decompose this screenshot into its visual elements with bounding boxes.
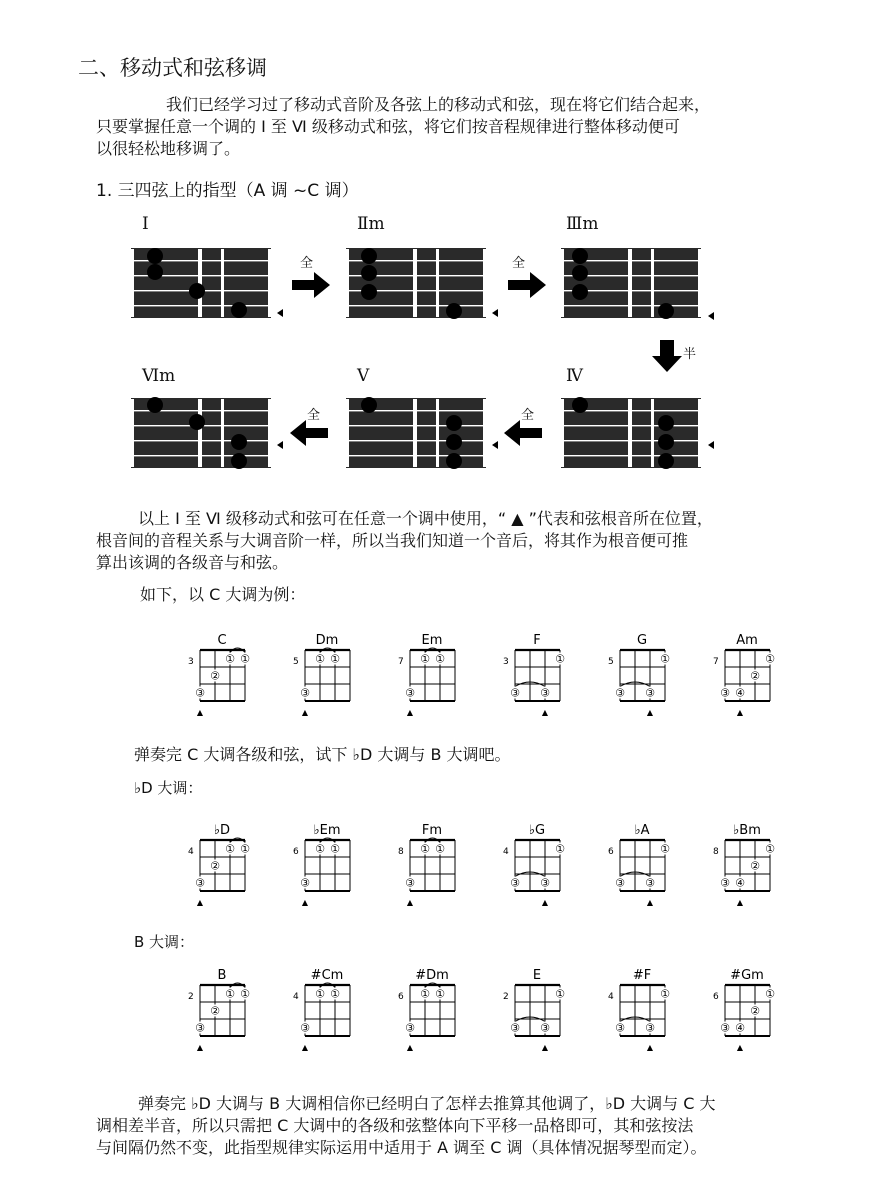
root-marker: ▲ [196, 708, 204, 717]
chord-diagram [608, 968, 671, 1052]
degree-label: Ⅰ [142, 214, 149, 234]
chord-name: G [636, 633, 648, 648]
chord-diagram [293, 823, 350, 907]
degree-diagrams-svg [0, 0, 893, 500]
chord-diagram [188, 823, 251, 907]
chord-name: ♭D [213, 823, 231, 838]
chord-diagram [608, 823, 671, 907]
finger-number: ④ [735, 686, 745, 700]
finger-number: ③ [720, 876, 730, 890]
chord-row-group [188, 633, 776, 717]
fret-number: 5 [293, 657, 299, 667]
root-marker [277, 441, 283, 449]
root-marker: ▲ [541, 898, 549, 907]
root-marker: ▲ [736, 898, 744, 907]
root-marker: ▲ [541, 1043, 549, 1052]
finger-number: ④ [735, 1021, 745, 1035]
root-marker: ▲ [196, 898, 204, 907]
fret-number: 4 [503, 847, 509, 857]
finger-dot [147, 264, 163, 280]
arrow-label: 全 [521, 408, 535, 423]
finger-number: ① [420, 842, 430, 856]
fret-number: 2 [188, 992, 194, 1002]
chord-name: #F [632, 968, 652, 983]
root-marker: ▲ [646, 708, 654, 717]
finger-number: ① [315, 652, 325, 666]
arrow-left-icon [504, 420, 542, 446]
finger-number: ③ [615, 686, 625, 700]
chord-name: E [532, 968, 542, 983]
chord-diagram [398, 633, 455, 717]
chord-diagram [503, 823, 566, 907]
fretboard-IIIm [560, 248, 714, 320]
arrow-label: 全 [307, 408, 321, 423]
finger-dot [147, 248, 163, 264]
finger-number: ① [435, 842, 445, 856]
chord-diagram [713, 633, 776, 717]
fret-number: 6 [713, 992, 719, 1002]
chord-row-group [188, 823, 776, 907]
chord-row-group [188, 968, 776, 1052]
finger-number: ③ [510, 686, 520, 700]
fret-number: 3 [188, 657, 194, 667]
finger-number: ③ [645, 686, 655, 700]
root-marker [492, 441, 498, 449]
chord-name: C [217, 633, 227, 648]
finger-number: ① [240, 842, 250, 856]
root-marker: ▲ [301, 708, 309, 717]
chord-name: #Dm [415, 968, 449, 983]
finger-number: ② [750, 859, 760, 873]
finger-number: ③ [615, 876, 625, 890]
arrow-down-icon [652, 340, 682, 372]
root-marker: ▲ [406, 1043, 414, 1052]
chord-diagram [503, 633, 566, 717]
intro-line: 以很轻松地移调了。 [96, 139, 241, 158]
root-marker: ▲ [301, 898, 309, 907]
chord-diagram [398, 823, 455, 907]
fretboard-V [345, 397, 498, 469]
finger-number: ① [765, 987, 775, 1001]
finger-number: ① [555, 652, 565, 666]
arrow-right-icon [292, 272, 330, 298]
finger-number: ③ [540, 1021, 550, 1035]
root-marker [708, 312, 714, 320]
chord-row-C [0, 620, 893, 720]
root-marker: ▲ [646, 1043, 654, 1052]
intro-line: 我们已经学习过了移动式音阶及各弦上的移动式和弦，现在将它们结合起来， [166, 95, 711, 114]
finger-number: ① [420, 652, 430, 666]
chord-name: ♭A [634, 823, 650, 838]
finger-number: ③ [300, 686, 310, 700]
finger-number: ① [330, 652, 340, 666]
fret-number: 6 [398, 992, 404, 1002]
root-marker: ▲ [646, 898, 654, 907]
explain-line: 算出该调的各级音与和弦。 [96, 553, 289, 572]
chord-diagram [713, 823, 776, 907]
root-marker: ▲ [736, 1043, 744, 1052]
degree-label: Ⅳ [566, 366, 583, 386]
try-line: 弹奏完 C 大调各级和弦，试下 ♭D 大调与 B 大调吧。 [134, 745, 511, 764]
chord-name: ♭G [528, 823, 546, 838]
finger-number: ① [225, 987, 235, 1001]
chord-name: Am [736, 633, 758, 648]
finger-number: ③ [540, 876, 550, 890]
finger-dot [189, 283, 205, 299]
fret-number: 8 [398, 847, 404, 857]
chord-row-B [0, 955, 893, 1055]
key-heading-Db: ♭D 大调： [134, 779, 203, 797]
root-marker: ▲ [406, 898, 414, 907]
finger-number: ① [765, 652, 775, 666]
chord-name: Em [421, 633, 443, 648]
finger-number: ① [435, 987, 445, 1001]
explain-line: 以上 Ⅰ 至 Ⅵ 级移动式和弦可在任意一个调中使用，“ ▲ ”代表和弦根音所在位置， [138, 509, 713, 528]
chord-row-Db [0, 810, 893, 910]
arrow-label: 半 [683, 347, 697, 362]
chord-diagram [293, 968, 350, 1052]
conclusion-line: 调相差半音，所以只需把 C 大调中的各级和弦整体向下平移一品格即可，其和弦按法 [96, 1116, 694, 1135]
fret-number: 7 [398, 657, 404, 667]
fretboard-IV [560, 397, 714, 469]
finger-number: ① [765, 842, 775, 856]
fretboard-VIm [130, 397, 283, 469]
root-marker: ▲ [736, 708, 744, 717]
fret-number: 4 [188, 847, 194, 857]
conclusion-paragraph [96, 1093, 836, 1159]
root-marker: ▲ [196, 1043, 204, 1052]
finger-number: ③ [195, 1021, 205, 1035]
finger-number: ② [750, 1004, 760, 1018]
arrow-left-icon [290, 420, 328, 446]
finger-number: ① [330, 842, 340, 856]
fret-number: 7 [713, 657, 719, 667]
finger-number: ① [225, 842, 235, 856]
chord-diagram [398, 968, 455, 1052]
finger-number: ③ [645, 876, 655, 890]
chord-diagram [608, 633, 671, 717]
fret-number: 6 [608, 847, 614, 857]
finger-number: ② [750, 669, 760, 683]
chord-diagram [503, 968, 566, 1052]
arrow-right-icon [508, 272, 546, 298]
finger-number: ② [210, 859, 220, 873]
arrow-label: 全 [512, 256, 526, 271]
fret-number: 4 [608, 992, 614, 1002]
finger-number: ③ [510, 1021, 520, 1035]
finger-number: ③ [195, 686, 205, 700]
chord-name: ♭Em [313, 823, 341, 838]
finger-number: ④ [735, 876, 745, 890]
explain-paragraph [96, 508, 836, 574]
chord-diagram [188, 633, 251, 717]
finger-number: ③ [720, 686, 730, 700]
finger-number: ③ [405, 686, 415, 700]
finger-number: ① [435, 652, 445, 666]
finger-number: ① [555, 987, 565, 1001]
subheading: 1. 三四弦上的指型（A 调 ~C 调） [96, 181, 359, 201]
finger-dot [231, 302, 247, 318]
finger-number: ③ [645, 1021, 655, 1035]
finger-number: ③ [300, 1021, 310, 1035]
chord-name: Fm [421, 823, 443, 838]
root-marker [277, 309, 283, 317]
fret-number: 4 [293, 992, 299, 1002]
finger-number: ③ [195, 876, 205, 890]
chord-diagram [713, 968, 776, 1052]
arrow-label: 全 [300, 256, 314, 271]
conclusion-line: 与间隔仍然不变，此指型规律实际运用中适用于 A 调至 C 调（具体情况据琴型而定）。 [96, 1138, 707, 1157]
degree-label: Ⅵm [142, 366, 176, 386]
finger-number: ① [240, 652, 250, 666]
finger-number: ② [210, 669, 220, 683]
chord-name: Dm [315, 633, 339, 648]
chord-name: #Gm [730, 968, 764, 983]
finger-number: ① [240, 987, 250, 1001]
explain-line: 根音间的音程关系与大调音阶一样，所以当我们知道一个音后，将其作为根音便可推 [96, 531, 689, 550]
finger-number: ① [660, 842, 670, 856]
chord-diagram [188, 968, 251, 1052]
finger-number: ③ [405, 1021, 415, 1035]
chord-name: ♭Bm [733, 823, 761, 838]
finger-number: ③ [510, 876, 520, 890]
chord-name: B [217, 968, 227, 983]
finger-number: ① [660, 987, 670, 1001]
root-marker: ▲ [541, 708, 549, 717]
finger-number: ② [210, 1004, 220, 1018]
finger-number: ① [420, 987, 430, 1001]
finger-number: ① [330, 987, 340, 1001]
fret-number: 5 [608, 657, 614, 667]
key-heading-B: B 大调： [134, 933, 195, 951]
root-marker: ▲ [406, 708, 414, 717]
example-line: 如下，以 C 大调为例： [140, 585, 306, 604]
root-marker: ▲ [301, 1043, 309, 1052]
chord-diagram [293, 633, 350, 717]
root-marker [708, 441, 714, 449]
intro-line: 只要掌握任意一个调的 Ⅰ 至 Ⅵ 级移动式和弦，将它们按音程规律进行整体移动便可 [96, 117, 680, 136]
finger-number: ① [660, 652, 670, 666]
finger-number: ③ [540, 686, 550, 700]
finger-number: ① [315, 987, 325, 1001]
root-marker [492, 309, 498, 317]
fret-number: 8 [713, 847, 719, 857]
conclusion-line: 弹奏完 ♭D 大调与 B 大调相信你已经明白了怎样去推算其他调了，♭D 大调与 C 大 [138, 1094, 716, 1113]
finger-number: ③ [300, 876, 310, 890]
section-title: 二、移动式和弦移调 [78, 56, 267, 80]
fretboard-I [130, 248, 283, 318]
fret-number: 6 [293, 847, 299, 857]
finger-number: ① [555, 842, 565, 856]
finger-number: ③ [405, 876, 415, 890]
fretboard-IIm [345, 248, 498, 319]
fret-number: 2 [503, 992, 509, 1002]
finger-number: ③ [720, 1021, 730, 1035]
chord-name: #Cm [310, 968, 344, 983]
chord-name: F [533, 633, 541, 648]
finger-number: ① [315, 842, 325, 856]
degree-label: Ⅴ [357, 366, 370, 386]
degree-label: Ⅲm [566, 214, 599, 234]
fret-number: 3 [503, 657, 509, 667]
finger-number: ① [225, 652, 235, 666]
finger-number: ③ [615, 1021, 625, 1035]
degree-label: Ⅱm [357, 214, 385, 234]
